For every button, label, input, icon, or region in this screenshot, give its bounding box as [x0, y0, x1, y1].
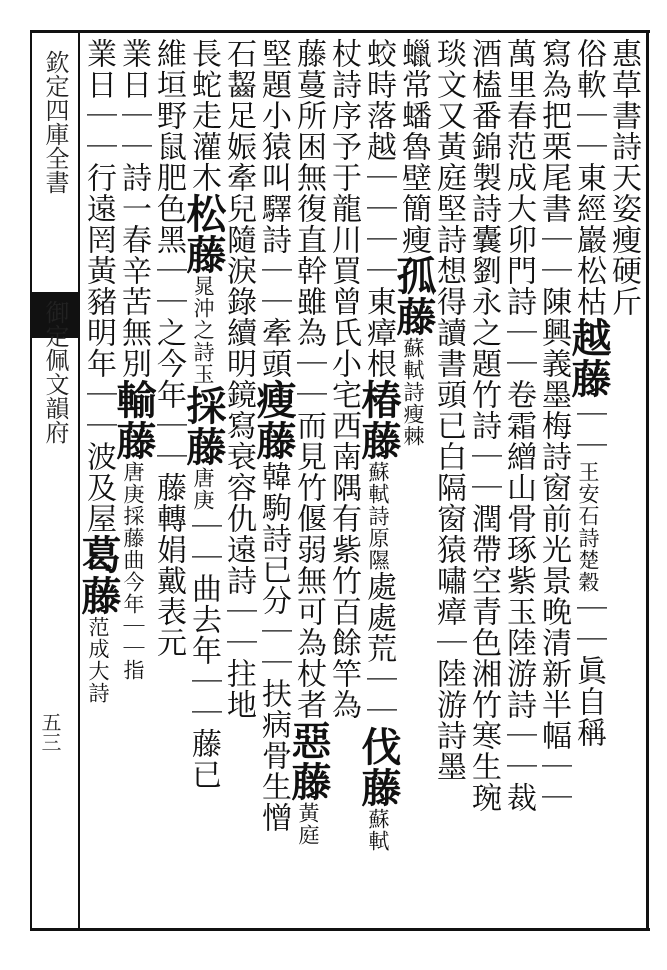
body-text: 俗軟｜｜東經巖松枯 — [571, 38, 606, 317]
headword: 葛藤 — [75, 534, 122, 616]
headword: 伐藤 — [355, 726, 402, 808]
body-text: 蠟常蟠魯壁簡瘦 — [396, 38, 431, 255]
body-text: 之今年｜｜藤轉娟戴表元 — [151, 317, 186, 658]
headword: 松藤 — [180, 193, 227, 275]
page-number: 五三 — [38, 712, 62, 752]
body-text: 惠草書詩天姿瘦硬斤 — [606, 38, 641, 317]
headword: 輸藤 — [110, 379, 157, 461]
body-text: 萬里春范成大卯門詩｜｜卷霜繒山骨琢紫玉陸游詩｜｜裁 — [501, 38, 536, 813]
body-text: 韓駒詩已分｜｜扶病骨生憎 — [256, 461, 291, 833]
body-text: 業日｜｜詩一春辛苦無別 — [116, 38, 151, 379]
body-text: 明鏡寫衰容仇遠詩｜｜拄地 — [221, 348, 256, 720]
body-text: ｜｜ — [571, 399, 606, 461]
body-text: ｜｜東瘴根 — [361, 224, 396, 379]
body-text: 處處荒｜｜ — [361, 571, 396, 726]
body-text: 石齧足娠牽兒隨淚錄續 — [221, 38, 256, 348]
headword: 孤藤 — [390, 255, 437, 337]
headword: 越藤 — [565, 317, 612, 399]
body-text: 業日｜｜行遠罔 — [81, 38, 116, 255]
body-text: 長蛇走灌木 — [186, 38, 221, 193]
margin-book-title: 欽定四庫全書 — [41, 50, 69, 194]
margin-book-subtitle: 御定佩文韻府 — [41, 300, 69, 444]
body-text: 琰文又黃庭堅詩想得讀書頭已白隔窗猿嘯瘴｜陸游詩墨 — [431, 38, 466, 782]
headword: 瘦藤 — [250, 379, 297, 461]
annotation: 王安石詩楚穀 — [576, 461, 600, 593]
body-text: ｜｜眞自稱 — [571, 593, 606, 748]
annotation: 蘇軾詩瘦棘 — [401, 337, 425, 447]
body-text: 杖詩序予于龍川買曾氏小宅西南隅有紫竹百餘竿為 — [326, 38, 361, 720]
headword: 採藤 — [180, 385, 227, 467]
annotation: 范成大詩 — [86, 616, 110, 704]
headword: 惡藤 — [285, 720, 332, 802]
body-text: 色黑｜｜ — [151, 193, 186, 317]
body-text: 藤蔓所困無復直幹雖為｜｜而見竹偃弱無可為杖者 — [291, 38, 326, 720]
body-text: 寫為把栗尾書｜｜陳興義墨梅詩窗前光景晚清新半幅｜｜ — [536, 38, 571, 813]
top-border-rule — [30, 30, 650, 33]
annotation: 晁沖之詩玉 — [191, 275, 215, 385]
body-text: 黃豬明年｜｜波及屋 — [81, 255, 116, 534]
body-text: 維垣野鼠肥 — [151, 38, 186, 193]
bottom-border-rule — [30, 928, 650, 931]
body-text: 蛟時落越｜｜ — [361, 38, 396, 224]
annotation: 黃庭 — [296, 802, 320, 846]
body-text: 酒榼番錦製詩囊劉永之題竹詩｜｜潤帶空青色湘竹寒生琬 — [466, 38, 501, 813]
body-text: ｜｜曲去年｜｜藤已 — [186, 511, 221, 790]
annotation: 唐庚採藤曲今年｜｜指 — [121, 461, 145, 681]
text-column-16 — [73, 38, 123, 704]
body-text: 堅題小猿叫驛詩｜｜牽頭 — [256, 38, 291, 379]
annotation: 蘇軾詩原隰 — [366, 461, 390, 571]
headword: 椿藤 — [355, 379, 402, 461]
annotation: 蘇軾 — [366, 808, 390, 852]
annotation: 唐庚 — [191, 467, 215, 511]
